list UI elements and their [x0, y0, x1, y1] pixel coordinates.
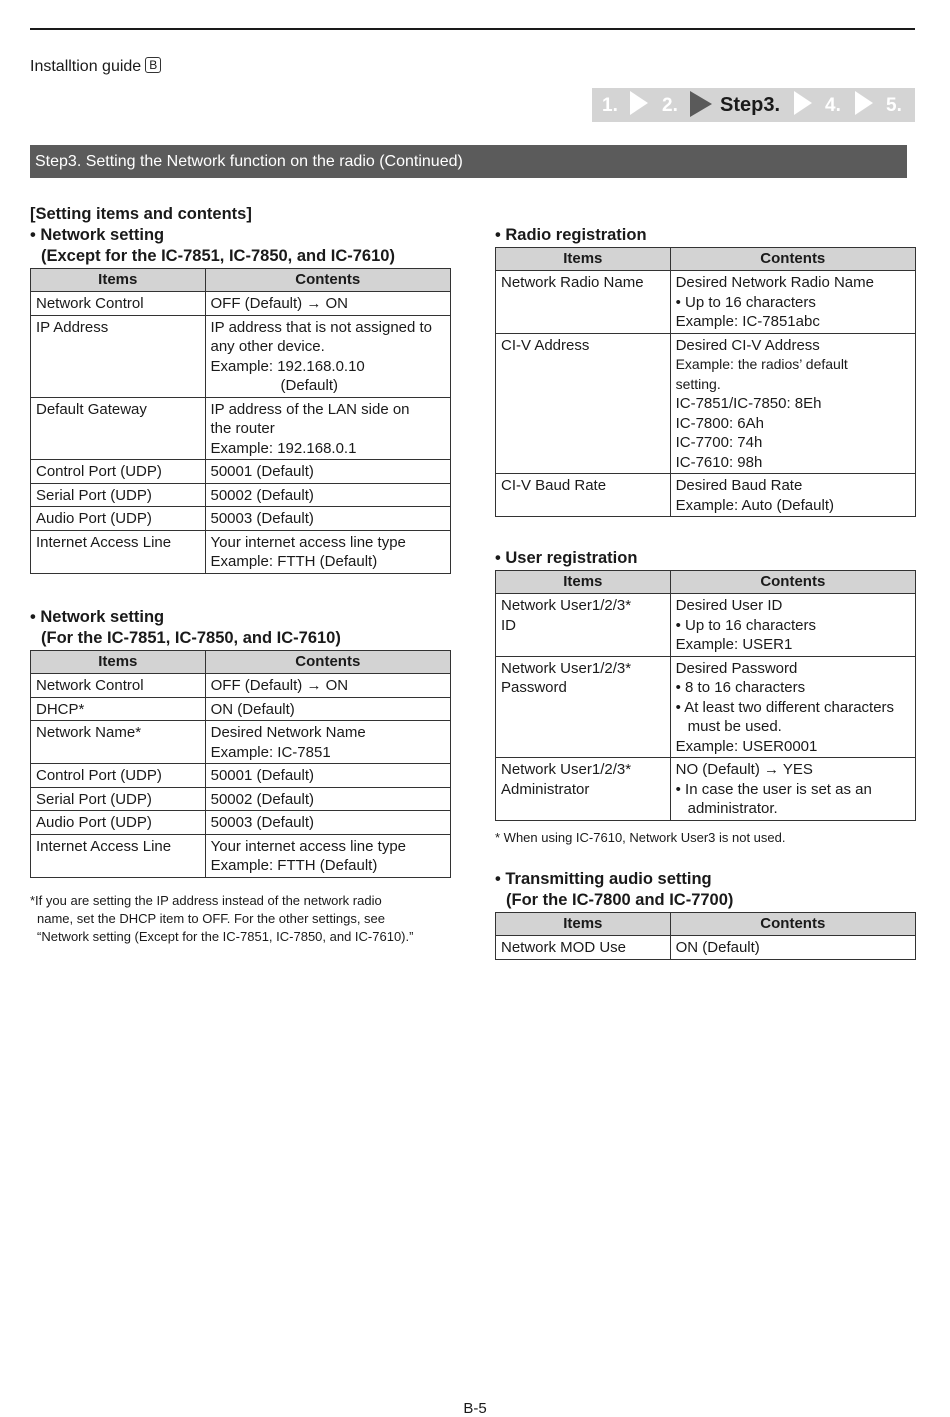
- content-cell: ON (Default): [205, 697, 450, 721]
- item-line: Network User1/2/3*: [501, 659, 632, 677]
- content-cell: 50002 (Default): [205, 787, 450, 811]
- item-line: Administrator: [501, 780, 590, 798]
- content-cell: [670, 594, 915, 657]
- table-row: [496, 271, 916, 334]
- item-cell: [496, 656, 671, 758]
- guide-label: [30, 58, 161, 76]
- dhcp-footnote-line-2: name, set the DHCP item to OFF. For the other settings, see: [37, 911, 386, 926]
- col-items: Items: [496, 913, 671, 936]
- content-line: Example: 192.168.0.10: [210, 357, 365, 375]
- content-line: Example: USER0001: [675, 737, 818, 755]
- content-line: • At least two different characters must be used.: [675, 698, 895, 735]
- content-line: Example: IC-7851abc: [675, 313, 820, 330]
- col-items: Items: [31, 651, 206, 674]
- net2-subtitle: (For the IC-7851, IC-7850, and IC-7610): [41, 629, 341, 647]
- table-row: [31, 397, 451, 460]
- col-contents: Contents: [670, 248, 915, 271]
- content-cell: 50003 (Default): [205, 507, 451, 531]
- content-line: Your internet access line type: [210, 837, 407, 855]
- content-cell: [670, 656, 915, 758]
- radio-title: • Radio registration: [495, 226, 647, 244]
- item-cell: CI-V Address: [496, 333, 671, 474]
- tx-table: [495, 912, 916, 960]
- page-number: B-5: [463, 1400, 487, 1417]
- content-cell: 50001 (Default): [205, 460, 451, 484]
- item-cell: Serial Port (UDP): [31, 787, 206, 811]
- item-cell: Internet Access Line: [31, 530, 206, 573]
- item-cell: [496, 594, 671, 657]
- table-row: [31, 674, 451, 698]
- table-row: [496, 656, 916, 758]
- content-line: • Up to 16 characters: [675, 293, 816, 311]
- chevron-icon: [630, 91, 648, 115]
- item-cell: Network Name*: [31, 721, 206, 764]
- table-row: [31, 483, 451, 507]
- table-header-row: [31, 269, 451, 292]
- table-row: [496, 936, 916, 960]
- item-line: ID: [501, 616, 516, 634]
- item-cell: Control Port (UDP): [31, 764, 206, 788]
- step-2: 2.: [662, 95, 678, 116]
- section-banner: Step3. Setting the Network function on the radio (Continued): [30, 145, 907, 178]
- content-line: Desired Network Radio Name: [675, 274, 874, 291]
- content-cell: [670, 271, 915, 334]
- content-cell: [205, 397, 451, 460]
- content-cell: [205, 721, 450, 764]
- table-row: [496, 758, 916, 821]
- item-cell: Serial Port (UDP): [31, 483, 206, 507]
- content-cell: [670, 333, 915, 474]
- content-line: OFF (Default) → ON: [210, 295, 349, 312]
- table-header-row: [496, 913, 916, 936]
- table-header-row: [31, 651, 451, 674]
- col-contents: Contents: [670, 913, 915, 936]
- item-cell: Audio Port (UDP): [31, 811, 206, 835]
- col-items: Items: [496, 571, 671, 594]
- step-4: 4.: [825, 95, 841, 116]
- content-cell: [205, 315, 451, 397]
- table-row: [31, 697, 451, 721]
- content-cell: [205, 834, 450, 877]
- item-line: Network User1/2/3*: [501, 597, 632, 614]
- content-line: Example: USER1: [675, 636, 793, 653]
- content-line: IC-7610: 98h: [675, 453, 763, 471]
- content-line: IC-7851/IC-7850: 8Eh: [675, 395, 822, 412]
- content-cell: 50002 (Default): [205, 483, 451, 507]
- item-cell: IP Address: [31, 315, 206, 397]
- table-row: [31, 530, 451, 573]
- col-contents: Contents: [205, 651, 450, 674]
- user-title: • User registration: [495, 549, 638, 567]
- content-line: • 8 to 16 characters: [675, 679, 806, 696]
- item-line: Network User1/2/3*: [501, 761, 632, 778]
- item-cell: CI-V Baud Rate: [496, 474, 671, 517]
- content-line: Example: the radios’ default: [675, 356, 848, 372]
- guide-label-text: Installtion guide: [30, 58, 142, 75]
- item-line: Password: [501, 679, 567, 696]
- item-cell: Network Control: [31, 292, 206, 316]
- content-line: IP address that is not assigned to: [210, 318, 433, 336]
- content-line: Example: FTTH (Default): [210, 857, 378, 874]
- content-cell: 50003 (Default): [205, 811, 450, 835]
- content-line: setting.: [675, 375, 721, 392]
- col-contents: Contents: [670, 571, 915, 594]
- item-cell: Network Radio Name: [496, 271, 671, 334]
- guide-badge: B: [145, 57, 161, 73]
- content-line: Desired Password: [675, 659, 798, 677]
- net1-title: • Network setting: [30, 226, 165, 244]
- table-row: [31, 315, 451, 397]
- content-line: Desired Baud Rate: [675, 477, 803, 494]
- table-row: [496, 474, 916, 517]
- step-1: 1.: [602, 95, 618, 116]
- dhcp-footnote-line-1: *If you are setting the IP address instead of the network radio: [30, 893, 382, 908]
- content-line: the router: [210, 420, 275, 437]
- tx-title: • Transmitting audio setting: [495, 870, 712, 888]
- table-row: [31, 460, 451, 484]
- content-cell: [670, 758, 915, 821]
- content-cell: [205, 292, 451, 316]
- table-row: [31, 787, 451, 811]
- table-row: [31, 834, 451, 877]
- content-cell: OFF (Default) → ON: [205, 674, 450, 698]
- content-line: IP address of the LAN side on: [210, 400, 410, 418]
- item-cell: [496, 758, 671, 821]
- item-cell: Network Control: [31, 674, 206, 698]
- table-row: [496, 594, 916, 657]
- content-line: Example: 192.168.0.1: [210, 439, 357, 457]
- col-items: Items: [31, 269, 206, 292]
- item-cell: Control Port (UDP): [31, 460, 206, 484]
- item-cell: DHCP*: [31, 697, 206, 721]
- step-indicator: [592, 88, 915, 122]
- content-line: Example: FTTH (Default): [210, 553, 378, 570]
- content-cell: [670, 474, 915, 517]
- table-row: [31, 507, 451, 531]
- user3-footnote: * When using IC-7610, Network User3 is not used.: [495, 830, 786, 845]
- net2-table: [30, 650, 451, 878]
- net1-subtitle: (Except for the IC-7851, IC-7850, and IC-7610): [41, 247, 395, 265]
- item-cell: Audio Port (UDP): [31, 507, 206, 531]
- content-line: Example: Auto (Default): [675, 496, 834, 514]
- content-line: NO (Default) → YES: [675, 761, 813, 778]
- table-row: [31, 292, 451, 316]
- table-row: [496, 333, 916, 474]
- content-cell: 50001 (Default): [205, 764, 450, 788]
- content-line: Example: IC-7851: [210, 743, 331, 761]
- content-line: • Up to 16 characters: [675, 616, 816, 634]
- table-row: [31, 764, 451, 788]
- table-header-row: [496, 248, 916, 271]
- step-5: 5.: [886, 95, 902, 116]
- tx-subtitle: (For the IC-7800 and IC-7700): [506, 891, 734, 909]
- content-cell: ON (Default): [670, 936, 915, 960]
- net2-title: • Network setting: [30, 608, 165, 626]
- table-header-row: [496, 571, 916, 594]
- step-3-current: Step3.: [720, 94, 781, 116]
- content-line: Desired CI-V Address: [675, 336, 820, 354]
- content-cell: [205, 530, 451, 573]
- col-items: Items: [496, 248, 671, 271]
- item-cell: Network MOD Use: [496, 936, 671, 960]
- content-line: Desired User ID: [675, 597, 783, 614]
- table-row: [31, 721, 451, 764]
- item-cell: Internet Access Line: [31, 834, 206, 877]
- section-title: [Setting items and contents]: [30, 205, 252, 223]
- table-row: [31, 811, 451, 835]
- net1-table: [30, 268, 451, 574]
- content-line: IC-7800: 6Ah: [675, 414, 764, 432]
- radio-table: [495, 247, 916, 517]
- chevron-icon: [855, 91, 873, 115]
- content-line: Your internet access line type: [210, 533, 406, 551]
- content-line: • In case the user is set as an administrator.: [675, 780, 872, 817]
- col-contents: Contents: [205, 269, 451, 292]
- content-line: (Default): [280, 377, 339, 394]
- chevron-icon: [794, 91, 812, 115]
- dhcp-footnote-line-3: “Network setting (Except for the IC-7851, IC-7850, and IC-7610).”: [37, 929, 414, 944]
- content-line: Desired Network Name: [210, 724, 366, 741]
- chevron-icon: [690, 91, 712, 117]
- content-line: IC-7700: 74h: [675, 434, 763, 451]
- user-table: [495, 570, 916, 821]
- content-line: any other device.: [210, 338, 325, 355]
- top-rule: [30, 28, 915, 30]
- item-cell: Default Gateway: [31, 397, 206, 460]
